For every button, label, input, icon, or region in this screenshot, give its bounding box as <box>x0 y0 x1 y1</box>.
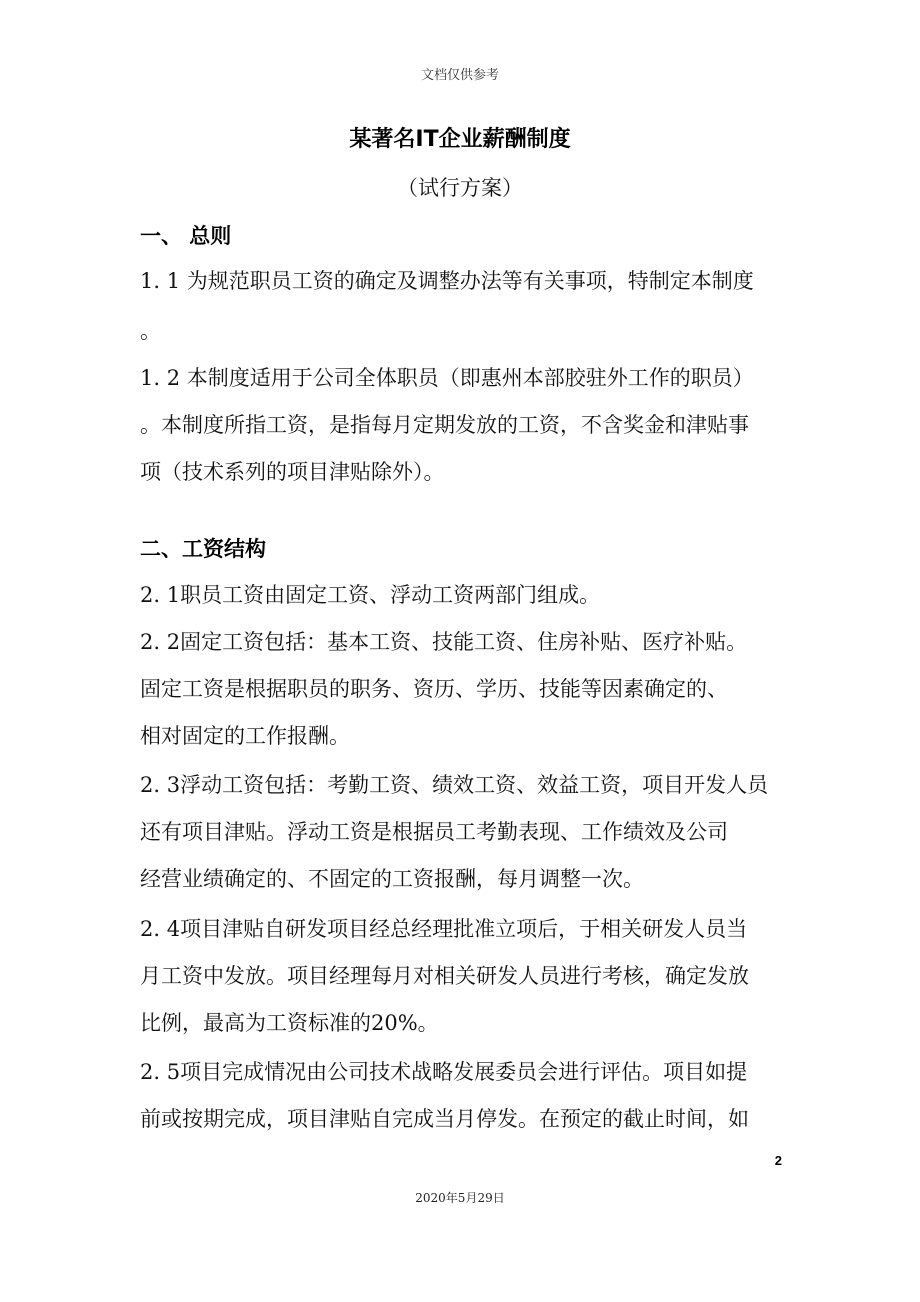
paragraph-line: 2. 5项目完成情况由公司技术战略发展委员会进行评估。项目如提 <box>140 1060 748 1084</box>
paragraph-line: 月工资中发放。项目经理每月对相关研发人员进行考核，确定发放 <box>140 964 749 988</box>
header-watermark-text: 文档仅供参考 <box>420 68 499 83</box>
section-heading: 一、 总则 <box>140 224 232 248</box>
paragraph-line: 项（技术系列的项目津贴除外）。 <box>140 460 445 484</box>
paragraph-line: 1. 1 为规范职员工资的确定及调整办法等有关事项，特制定本制度 <box>140 269 754 293</box>
page-subtitle: （试行方案） <box>397 176 523 200</box>
paragraph-line: 前或按期完成，项目津贴自完成当月停发。在预定的截止时间，如 <box>140 1107 749 1131</box>
paragraph-line: 2. 2固定工资包括：基本工资、技能工资、住房补贴、医疗补贴。 <box>140 630 748 654</box>
paragraph-line: 还有项目津贴。浮动工资是根据员工考勤表现、工作绩效及公司 <box>140 820 728 844</box>
paragraph-line: 2. 1职员工资由固定工资、浮动工资两部门组成。 <box>140 583 601 607</box>
paragraph-line: 。本制度所指工资，是指每月定期发放的工资，不含奖金和津贴事 <box>140 413 749 437</box>
paragraph-line: 相对固定的工作报酬。 <box>140 724 350 748</box>
paragraph-line: 经营业绩确定的、不固定的工资报酬，每月调整一次。 <box>140 867 644 891</box>
paragraph-line: 1. 2 本制度适用于公司全体职员（即惠州本部胶驻外工作的职员） <box>140 366 754 390</box>
paragraph-line: 固定工资是根据职员的职务、资历、学历、技能等因素确定的、 <box>140 677 728 701</box>
page-title: 某著名IT企业薪酬制度 <box>349 127 571 152</box>
section-heading: 二、工资结构 <box>140 537 266 561</box>
paragraph-line: 比例，最高为工资标准的20%。 <box>140 1011 439 1035</box>
page-number: 2 <box>774 1153 782 1168</box>
footer-date: 2020年5月29日 <box>415 1191 505 1205</box>
paragraph-line: 。 <box>140 319 161 343</box>
paragraph-line: 2. 3浮动工资包括：考勤工资、绩效工资、效益工资，项目开发人员 <box>140 773 769 797</box>
paragraph-line: 2. 4项目津贴自研发项目经总经理批准立项后，于相关研发人员当 <box>140 917 748 941</box>
